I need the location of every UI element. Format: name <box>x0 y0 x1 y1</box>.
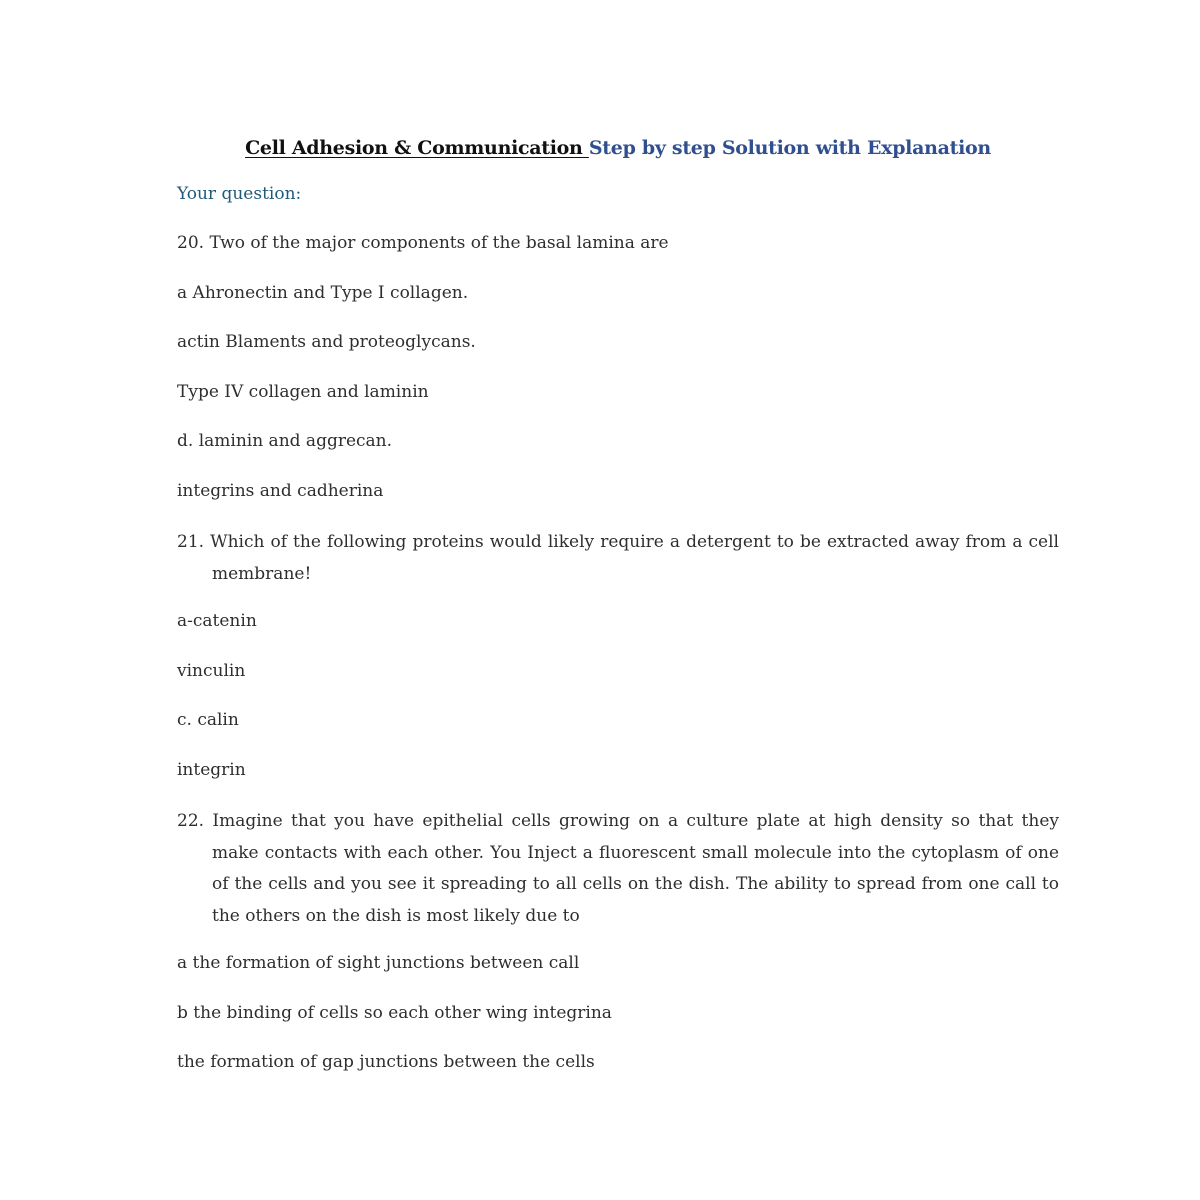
question-21: 21. Which of the following proteins would likely require a detergent to be extracted away from a cell membrane! <box>177 532 1059 584</box>
q20-option-4: d. laminin and aggrecan. <box>177 431 393 451</box>
q21-option-2: vinculin <box>177 660 246 681</box>
question-20: 20. Two of the major components of the basal lamina are <box>177 233 669 253</box>
q20-option-5: integrins and cadherina <box>177 480 384 501</box>
q20-option-1: a Ahronectin and Type I collagen. <box>177 282 469 303</box>
question-22: 22. Imagine that you have epithelial cells growing on a culture plate at high density so that they make contacts with each other. You Inject a fluorescent small molecule into the cytoplasm of one of the cells and you see it spreading to all cells on the dish. The ability to spread from one call to the others on the dish is most likely due to <box>177 811 1059 926</box>
q21-option-4: integrin <box>177 759 246 780</box>
q20-option-3: Type IV collagen and laminin <box>177 381 429 402</box>
q22-option-3: the formation of gap junctions between the cells <box>177 1052 595 1072</box>
q22-option-2: b the binding of cells so each other wing integrina <box>177 1002 612 1023</box>
q20-option-2: actin Blaments and proteoglycans. <box>177 332 476 352</box>
q21-option-3: c. calin <box>177 710 239 730</box>
q22-option-1: a the formation of sight junctions between call <box>177 953 580 973</box>
document-page <box>177 135 1059 1099</box>
title-main: Cell Adhesion & Communication <box>245 137 589 159</box>
title-subtitle: Step by step Solution with Explanation <box>588 137 991 159</box>
q21-option-1: a-catenin <box>177 611 257 631</box>
document-title <box>177 135 1059 161</box>
intro-label: Your question: <box>177 184 302 204</box>
